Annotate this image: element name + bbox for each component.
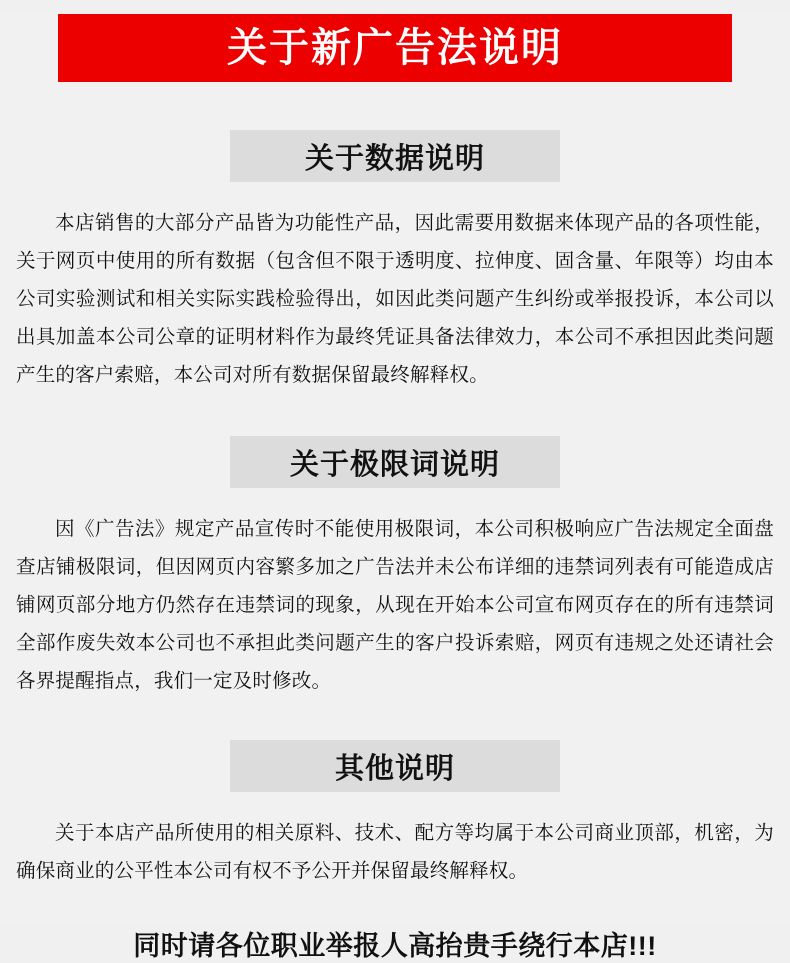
section-heading-label: 其他说明 (334, 752, 455, 785)
section-heading-label: 关于极限词说明 (289, 448, 500, 481)
section-body-extreme-words: 因《广告法》规定产品宣传时不能使用极限词，本公司积极响应广告法规定全面盘查店铺极限词，但因网页内容繁多加之广告法并未公布详细的违禁词列表有可能造成店铺网页部分地方仍然存在违禁词的现象，从现在开始本公司宣布网页存在的所有违禁词全部作废失效本公司也不承担此类问题产生的客户投诉索赔，网页有违规之处还请社会各界提醒指点，我们一定及时修改。 (16, 518, 774, 692)
banner (58, 14, 732, 82)
section-heading-extreme-words (230, 436, 560, 488)
section-heading-other (230, 740, 560, 792)
page-title: 关于新广告法说明 (227, 26, 563, 70)
section-heading-label: 关于数据说明 (304, 142, 485, 175)
section-heading-data (230, 130, 560, 182)
section-body-other: 关于本店产品所使用的相关原料、技术、配方等均属于本公司商业顶部，机密，为确保商业的公平性本公司有权不予公开并保留最终解释权。 (16, 822, 774, 882)
announcement-page (0, 14, 790, 961)
footer-notice: 同时请各位职业举报人高抬贵手绕行本店!!! (133, 931, 657, 961)
section-body-data: 本店销售的大部分产品皆为功能性产品，因此需要用数据来体现产品的各项性能，关于网页中使用的所有数据（包含但不限于透明度、拉伸度、固含量、年限等）均由本公司实验测试和相关实际实践检验得出，如因此类问题产生纠纷或举报投诉，本公司以出具加盖本公司公章的证明材料作为最终凭证具备法律效力，本公司不承担因此类问题产生的客户索赔，本公司对所有数据保留最终解释权。 (16, 212, 774, 386)
